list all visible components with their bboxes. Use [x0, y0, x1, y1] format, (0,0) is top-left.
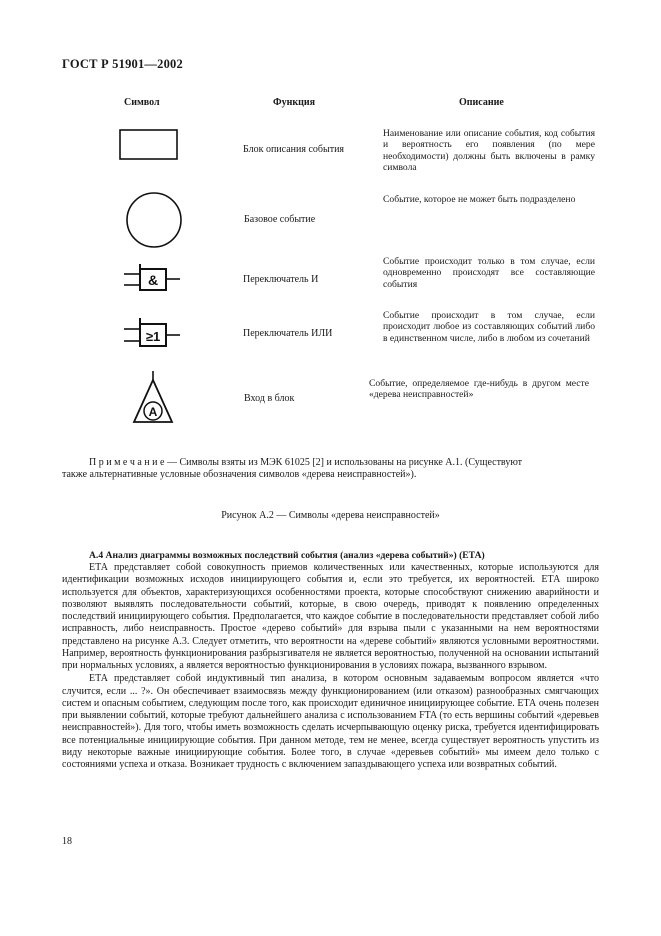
paragraph: ЕТА представляет собой индуктивный тип анализа, в котором основным задаваемым вопросом является «что случится, если ... ?». Он обеспечивает взаимосвязь между функционированием (или отказом) разнообразных смягчающих систем и опасным событием, следующим после того, как происходит единичное инициирующее событие. ЕТА очень полезен при выявлении событий, которые требуют дальнейшего анализа с использованием FTA (то есть вершины событий «деревьев неисправностей»). Для того, чтобы иметь возможность сделать исчерпывающую оценку риска, требуется идентифицировать все потенциальные инициирующие события. При данном методе, тем не менее, всегда существует вероятность упустить из виду некоторые важные инициирующие события. Более того, в случае «деревьев событий» мы имеем дело только с состояниями успеха и отказа. Возникает трудность с включением запаздывающего успеха или возвратных событий. — [62, 673, 599, 770]
figure-caption: Рисунок А.2 — Символы «дерева неисправностей» — [221, 510, 440, 521]
description-basic-event: Событие, которое не может быть подразделено — [383, 194, 576, 205]
function-or-gate: Переключатель ИЛИ — [243, 328, 333, 339]
transfer-in-symbol-icon — [130, 370, 176, 426]
and-gate-symbol-icon — [124, 262, 182, 296]
figure-note-continuation: также альтернативные условные обозначения символов «дерева неисправностей»). — [62, 469, 417, 480]
description-and-gate: Событие происходит только в том случае, если одновременно происходят все составляющие события — [383, 256, 595, 290]
document-header: ГОСТ Р 51901—2002 — [62, 57, 183, 71]
description-event-block: Наименование или описание события, код события и вероятность его появления (по мере необходимости) должны быть включены в рамку символа — [383, 128, 595, 174]
rectangle-symbol-icon — [118, 126, 180, 162]
figure-note: П р и м е ч а н и е — Символы взяты из МЭК 61025 [2] и использованы на рисунке А.1. (Существуют — [89, 457, 523, 468]
function-transfer-in: Вход в блок — [244, 393, 295, 404]
paragraph: ЕТА представляет собой совокупность приемов количественных или качественных, которые используются для идентификации возможных исходов инициирующего события и, если это требуется, их вероятностей. ЕТА широко используется для объектов, характеризующихся особенностями проекта, которые способствуют снижению аварийности и позволяют выявлять последовательности событий, которые, в свою очередь, приводят к появлению определенных последствий инициирующего события. Предполагается, что каждое событие в последовательности представляет собой либо исправность, либо неисправность. Простое «дерево событий» для взрыва пыли с указанными на нем вероятностями представлено на рисунке А.3. Следует отметить, что вероятности на «дереве событий» являются условными вероятностями. Например, вероятность функционирования разбрызгивателя не является вероятностью, полученной на основании испытаний при нормальных условиях, а является вероятностью функционирования в условиях пожара, вызванного взрывом. — [62, 562, 599, 671]
description-or-gate: Событие происходит в том случае, если происходит любое из составляющих событий либо в единственном числе, либо в любом из сочетаний — [383, 310, 595, 344]
function-event-block: Блок описания события — [243, 144, 345, 155]
page-number: 18 — [62, 836, 72, 847]
and-gate-glyph: & — [147, 272, 159, 288]
section-heading: А.4 Анализ диаграммы возможных последствий события (анализ «дерева событий») (ЕТА) — [89, 550, 485, 561]
section-body — [62, 562, 599, 771]
description-transfer-in: Событие, определяемое где-нибудь в другом месте «дерева неисправностей» — [369, 378, 589, 401]
function-and-gate: Переключатель И — [243, 274, 319, 285]
column-heading-symbol: Символ — [124, 97, 160, 108]
column-heading-function: Функция — [273, 97, 316, 108]
or-gate-symbol-icon — [124, 316, 182, 352]
or-gate-glyph: ≥1 — [145, 329, 161, 344]
circle-symbol-icon — [124, 190, 184, 250]
function-basic-event: Базовое событие — [244, 214, 316, 225]
transfer-in-glyph: A — [148, 405, 158, 419]
column-heading-description: Описание — [459, 97, 504, 108]
